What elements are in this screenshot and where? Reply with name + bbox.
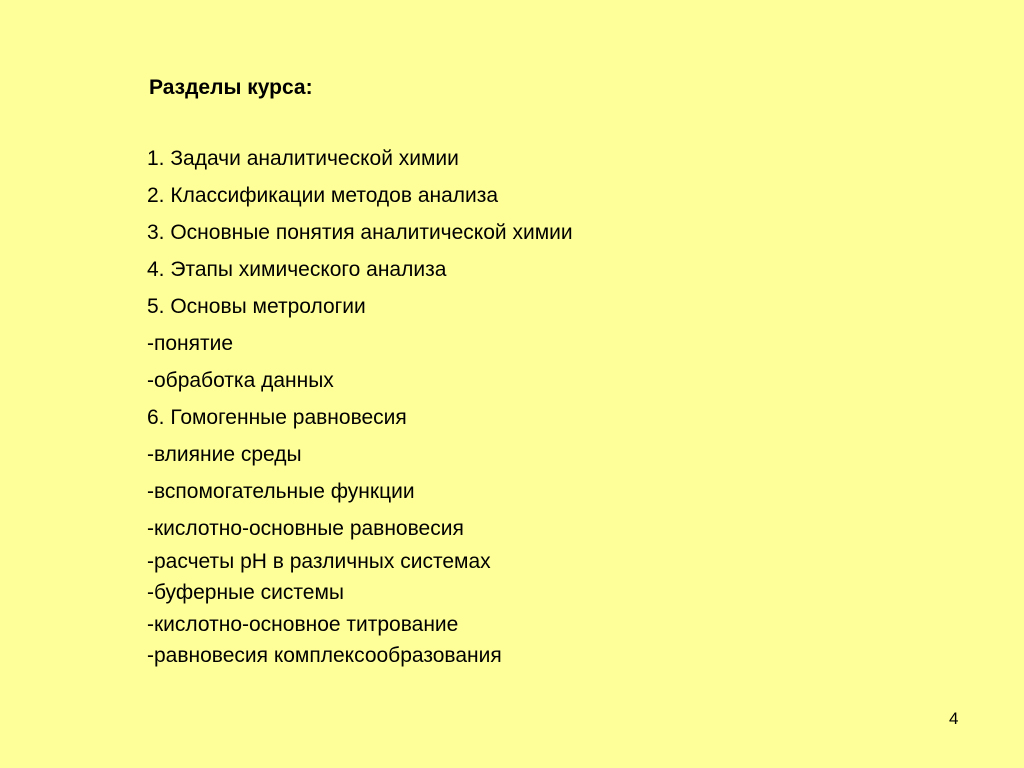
course-sections-list (147, 0, 947, 700)
list-item: -равновесия комплексообразования (147, 644, 502, 667)
list-item: -буферные системы (147, 581, 344, 604)
list-item: 2. Классификации методов анализа (147, 184, 499, 207)
slide-title: Разделы курса: (149, 76, 313, 99)
list-item: 3. Основные понятия аналитической химии (147, 221, 573, 244)
list-item: -кислотно-основное титрование (147, 613, 459, 636)
list-item: 1. Задачи аналитической химии (147, 147, 459, 170)
list-item: -расчеты рН в различных системах (147, 550, 491, 573)
list-item: 5. Основы метрологии (147, 295, 366, 318)
page-number: 4 (949, 709, 959, 728)
list-item: -вспомогательные функции (147, 480, 415, 503)
list-item: -обработка данных (147, 369, 334, 392)
list-item: -влияние среды (147, 443, 302, 466)
list-item: -понятие (147, 332, 234, 355)
list-item: 6. Гомогенные равновесия (147, 406, 407, 429)
list-item: -кислотно-основные равновесия (147, 517, 464, 540)
list-item: 4. Этапы химического анализа (147, 258, 447, 281)
